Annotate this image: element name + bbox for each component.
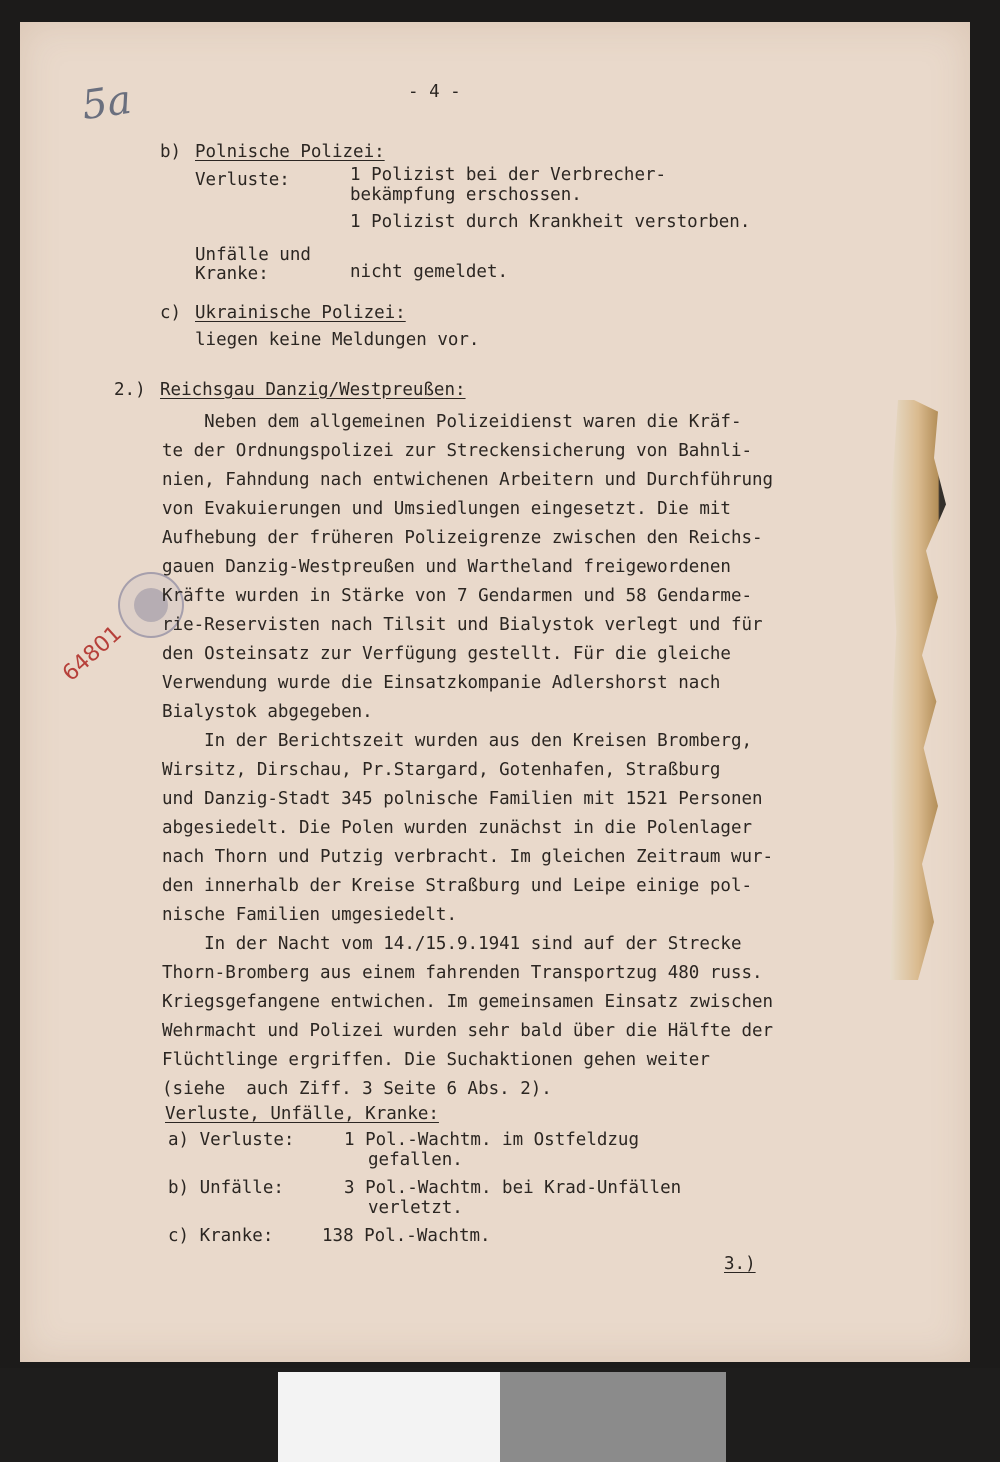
- continuation-marker: 3.): [724, 1254, 756, 1274]
- section-b-label: b): [160, 142, 182, 162]
- body-line: Neben dem allgemeinen Polizeidienst waren die Kräf-: [162, 412, 742, 432]
- color-calibration-white: [278, 1372, 500, 1462]
- losses-value: verletzt.: [368, 1198, 463, 1218]
- section-c-label: c): [160, 303, 182, 323]
- body-line: In der Berichtszeit wurden aus den Kreisen Bromberg,: [162, 731, 753, 751]
- losses-label: a) Verluste:: [168, 1130, 295, 1150]
- body-line: In der Nacht vom 14./15.9.1941 sind auf der Strecke: [162, 934, 742, 954]
- body-line: Bialystok abgegeben.: [162, 702, 373, 722]
- section-b-accidents-label: Unfälle und: [195, 245, 311, 265]
- body-line: Wirsitz, Dirschau, Pr.Stargard, Gotenhafen, Straßburg: [162, 760, 721, 780]
- losses-value: 1 Pol.-Wachtm. im Ostfeldzug: [344, 1130, 640, 1150]
- section-2-number: 2.): [114, 380, 146, 400]
- body-line: nach Thorn und Putzig verbracht. Im gleichen Zeitraum wur-: [162, 847, 774, 867]
- body-line: Flüchtlinge ergriffen. Die Suchaktionen gehen weiter: [162, 1050, 710, 1070]
- losses-value: gefallen.: [368, 1150, 463, 1170]
- body-line: den Osteinsatz zur Verfügung gestellt. Für die gleiche: [162, 644, 731, 664]
- body-line: von Evakuierungen und Umsiedlungen eingesetzt. Die mit: [162, 499, 731, 519]
- section-b-losses-line: 1 Polizist bei der Verbrecher-: [350, 165, 667, 185]
- body-line: Kriegsgefangene entwichen. Im gemeinsamen Einsatz zwischen: [162, 992, 774, 1012]
- archive-stamp-number: 64801: [58, 621, 127, 687]
- section-c-text: liegen keine Meldungen vor.: [195, 330, 480, 350]
- body-line: nien, Fahndung nach entwichenen Arbeitern und Durchführung: [162, 470, 774, 490]
- losses-value: 138 Pol.-Wachtm.: [322, 1226, 491, 1246]
- body-line: und Danzig-Stadt 345 polnische Familien mit 1521 Personen: [162, 789, 763, 809]
- section-b-accidents-label: Kranke:: [195, 264, 269, 284]
- body-line: Aufhebung der früheren Polizeigrenze zwischen den Reichs-: [162, 528, 763, 548]
- section-b-losses-line: bekämpfung erschossen.: [350, 185, 582, 205]
- body-line: Wehrmacht und Polizei wurden sehr bald über die Hälfte der: [162, 1021, 774, 1041]
- section-c-heading: Ukrainische Polizei:: [195, 303, 406, 323]
- body-line: (siehe auch Ziff. 3 Seite 6 Abs. 2).: [162, 1079, 552, 1099]
- color-calibration-gray: [500, 1372, 726, 1462]
- losses-value: 3 Pol.-Wachtm. bei Krad-Unfällen: [344, 1178, 682, 1198]
- body-line: gauen Danzig-Westpreußen und Wartheland freigewordenen: [162, 557, 731, 577]
- body-line: abgesiedelt. Die Polen wurden zunächst in die Polenlager: [162, 818, 753, 838]
- handwritten-note: 5a: [79, 76, 135, 130]
- body-line: den innerhalb der Kreise Straßburg und Leipe einige pol-: [162, 876, 753, 896]
- body-line: te der Ordnungspolizei zur Streckensicherung von Bahnli-: [162, 441, 753, 461]
- body-line: Kräfte wurden in Stärke von 7 Gendarmen und 58 Gendarme-: [162, 586, 753, 606]
- losses-label: c) Kranke:: [168, 1226, 274, 1246]
- body-line: rie-Reservisten nach Tilsit und Bialystok verlegt und für: [162, 615, 763, 635]
- section-b-losses-label: Verluste:: [195, 170, 290, 190]
- page-number: - 4 -: [408, 82, 461, 102]
- losses-label: b) Unfälle:: [168, 1178, 284, 1198]
- body-line: Thorn-Bromberg aus einem fahrenden Transportzug 480 russ.: [162, 963, 763, 983]
- section-b-heading: Polnische Polizei:: [195, 142, 385, 162]
- section-b-losses-line: 1 Polizist durch Krankheit verstorben.: [350, 212, 751, 232]
- body-line: Verwendung wurde die Einsatzkompanie Adlershorst nach: [162, 673, 721, 693]
- section-2-heading: Reichsgau Danzig/Westpreußen:: [160, 380, 466, 400]
- body-line: nische Familien umgesiedelt.: [162, 905, 458, 925]
- losses-heading: Verluste, Unfälle, Kranke:: [165, 1104, 439, 1124]
- section-b-accidents-value: nicht gemeldet.: [350, 262, 509, 282]
